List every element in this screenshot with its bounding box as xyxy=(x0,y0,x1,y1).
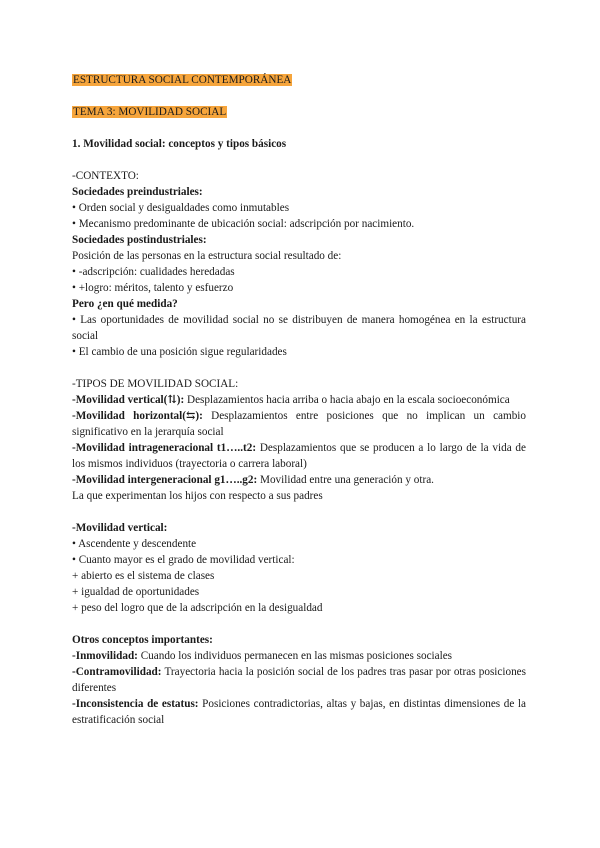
tema-line xyxy=(72,104,526,120)
otros-item xyxy=(72,696,526,728)
list-item: + peso del logro que de la adscripción en la desigualdad xyxy=(72,602,323,614)
otros-term: -Inconsistencia de estatus: xyxy=(72,698,199,710)
list-item: • -adscripción: cualidades heredadas xyxy=(72,266,235,278)
otros-text: Trayectoria hacia la posición social de los padres tras pasar por otras posiciones diferentes xyxy=(72,666,526,694)
list-item: • El cambio de una posición sigue regularidades xyxy=(72,346,287,358)
list-item: • Mecanismo predominante de ubicación social: adscripción por nacimiento. xyxy=(72,218,415,230)
post-title: Sociedades postindustriales: xyxy=(72,234,207,246)
tipo-term: -Movilidad horizontal(⇆): xyxy=(72,410,203,422)
tipo-item xyxy=(72,408,526,440)
tipo-item xyxy=(72,392,526,408)
list-item: • Las oportunidades de movilidad social no se distribuyen de manera homogénea en la estructura social xyxy=(72,314,526,342)
list-item: • +logro: méritos, talento y esfuerzo xyxy=(72,282,234,294)
section-heading: 1. Movilidad social: conceptos y tipos básicos xyxy=(72,138,287,150)
tipos-label: -TIPOS DE MOVILIDAD SOCIAL: xyxy=(72,378,239,390)
otros-term: -Inmovilidad: xyxy=(72,650,138,662)
otros-title: Otros conceptos importantes: xyxy=(72,634,213,646)
tipo-text: Desplazamientos que se producen a lo largo de la vida de los mismos individuos (trayectoria o carrera laboral) xyxy=(72,442,526,470)
contexto-label: -CONTEXTO: xyxy=(72,170,139,182)
vertical-title: -Movilidad vertical: xyxy=(72,522,168,534)
doc-title: ESTRUCTURA SOCIAL CONTEMPORÁNEA xyxy=(73,74,292,86)
tipo-term: -Movilidad vertical(⇅): xyxy=(72,394,185,406)
list-item: + abierto es el sistema de clases xyxy=(72,570,215,582)
otros-item xyxy=(72,648,526,664)
tipos-after: La que experimentan los hijos con respecto a sus padres xyxy=(72,490,323,502)
tipo-item xyxy=(72,472,526,488)
list-item: • Ascendente y descendente xyxy=(72,538,197,550)
otros-term: -Contramovilidad: xyxy=(72,666,162,678)
doc-title-line xyxy=(72,72,526,88)
otros-text: Posiciones contradictorias, altas y bajas, en distintas dimensiones de la estratificación social xyxy=(72,698,526,726)
post-intro: Posición de las personas en la estructura social resultado de: xyxy=(72,250,342,262)
tipo-text: Desplazamientos hacia arriba o hacia abajo en la escala socioeconómica xyxy=(184,394,510,406)
tipo-term: -Movilidad intrageneracional t1…..t2: xyxy=(72,442,257,454)
list-item: • Cuanto mayor es el grado de movilidad vertical: xyxy=(72,554,295,566)
list-item: • Orden social y desigualdades como inmutables xyxy=(72,202,290,214)
tipo-term: -Movilidad intergeneracional g1…..g2: xyxy=(72,474,258,486)
tipo-text: Movilidad entre una generación y otra. xyxy=(257,474,434,486)
otros-item xyxy=(72,664,526,696)
document-page xyxy=(72,72,526,728)
tema-heading: TEMA 3: MOVILIDAD SOCIAL xyxy=(73,106,227,118)
tipo-text: Desplazamientos entre posiciones que no implican un cambio significativo en la jerarquía social xyxy=(72,410,526,438)
tipo-item xyxy=(72,440,526,472)
question: Pero ¿en qué medida? xyxy=(72,298,178,310)
otros-text: Cuando los individuos permanecen en las mismas posiciones sociales xyxy=(137,650,453,662)
pre-title: Sociedades preindustriales: xyxy=(72,186,203,198)
list-item: + igualdad de oportunidades xyxy=(72,586,200,598)
